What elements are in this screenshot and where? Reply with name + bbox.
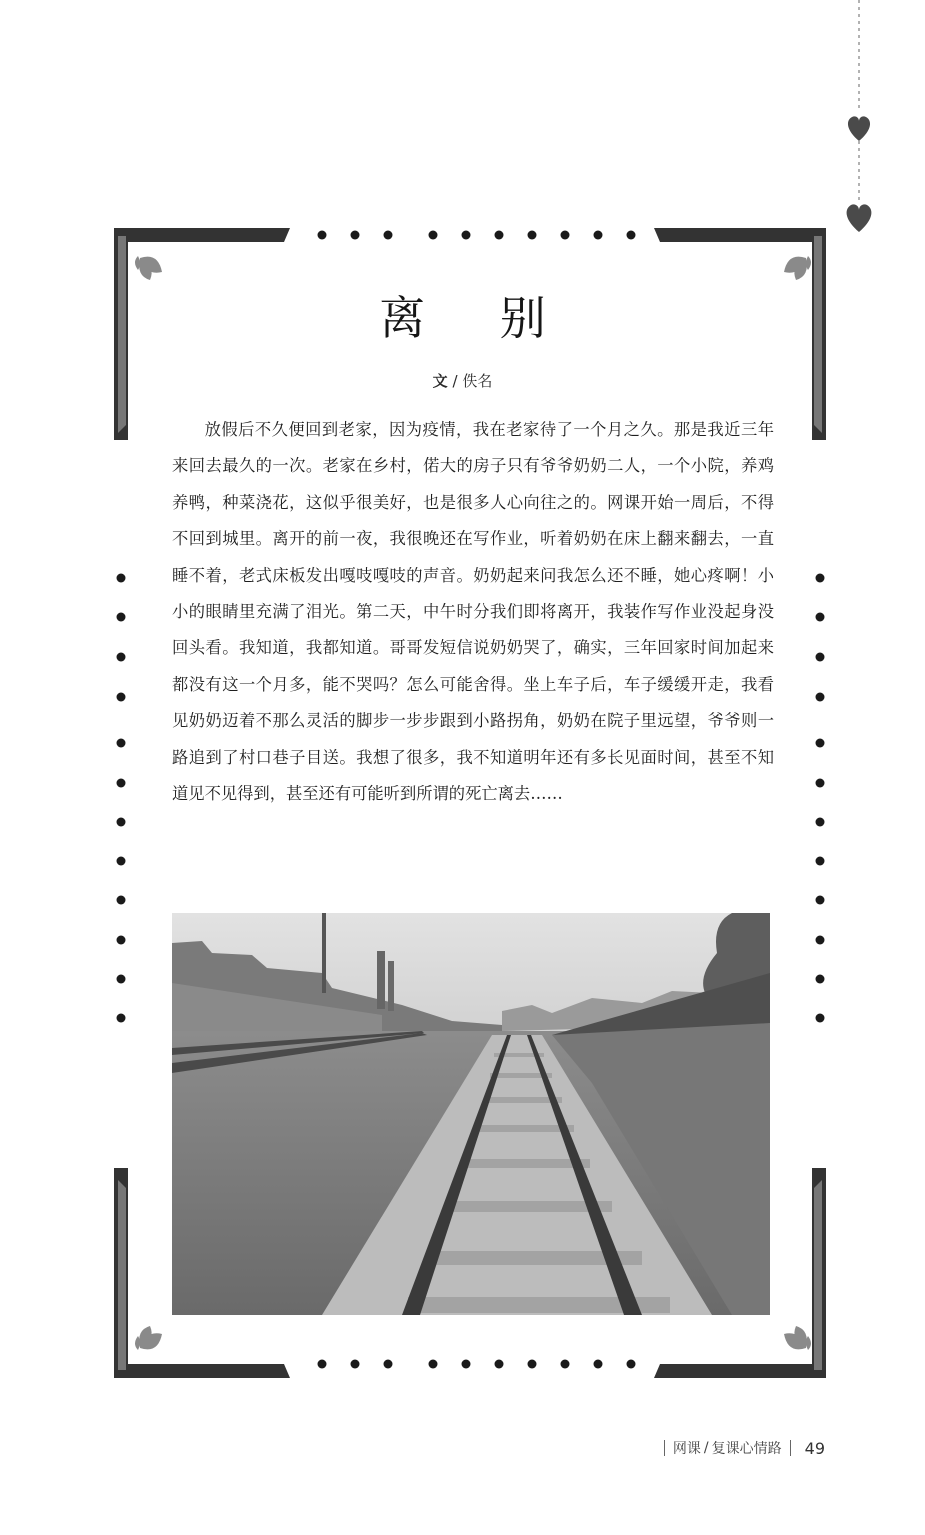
page-footer (656, 1438, 825, 1458)
leaf-ornament-bottom-right (784, 1326, 811, 1350)
footer-section: 网课 (672, 1441, 701, 1457)
photo-tower (377, 951, 385, 1009)
byline-separator: / (452, 372, 458, 390)
article-title: 离 别 (379, 291, 576, 345)
byline-author: 佚名 (462, 372, 493, 390)
byline (0, 370, 925, 391)
dotted-edge-top (318, 231, 636, 240)
dotted-edge-left (117, 574, 126, 1023)
footer-column: 复课心情路 (711, 1441, 782, 1457)
leaf-ornament-bottom-left (135, 1326, 162, 1350)
footer-divider (790, 1440, 791, 1456)
leaf-ornament-top-right (784, 256, 811, 280)
footer-divider (664, 1440, 665, 1456)
dotted-edge-right (816, 574, 825, 1023)
railway-track-photo (172, 913, 770, 1315)
leaf-ornament-top-left (135, 256, 162, 280)
dotted-edge-bottom (318, 1360, 636, 1369)
byline-prefix: 文 (432, 372, 448, 390)
footer-separator: / (703, 1440, 709, 1456)
photo-tower (388, 961, 394, 1011)
page-number: 49 (804, 1438, 825, 1458)
article-body: 放假后不久便回到老家，因为疫情，我在老家待了一个月之久。那是我近三年来回去最久的一次。老家在乡村，偌大的房子只有爷爷奶奶二人，一个小院，养鸡养鸭，种菜浇花，这似乎很美好，也是很多人心向往之的。网课开始一周后，不得不回到城里。离开的前一夜，我很晚还在写作业，听着奶奶在床上翻来翻去，一直睡不着，老式床板发出嘎吱嘎吱的声音。奶奶起来问我怎么还不睡，她心疼啊！小小的眼睛里充满了泪光。第二天，中午时分我们即将离开，我装作写作业没起身没回头看。我知道，我都知道。哥哥发短信说奶奶哭了，确实，三年回家时间加起来都没有这一个月多，能不哭吗？怎么可能舍得。坐上车子后，车子缓缓开走，我看见奶奶迈着不那么灵活的脚步一步步跟到小路拐角，奶奶在院子里远望，爷爷则一路追到了村口巷子目送。我想了很多，我不知道明年还有多长见面时间，甚至不知道见不见得到，甚至还有可能听到所谓的死亡离去…… (172, 420, 774, 804)
photo-chimney (322, 913, 326, 993)
